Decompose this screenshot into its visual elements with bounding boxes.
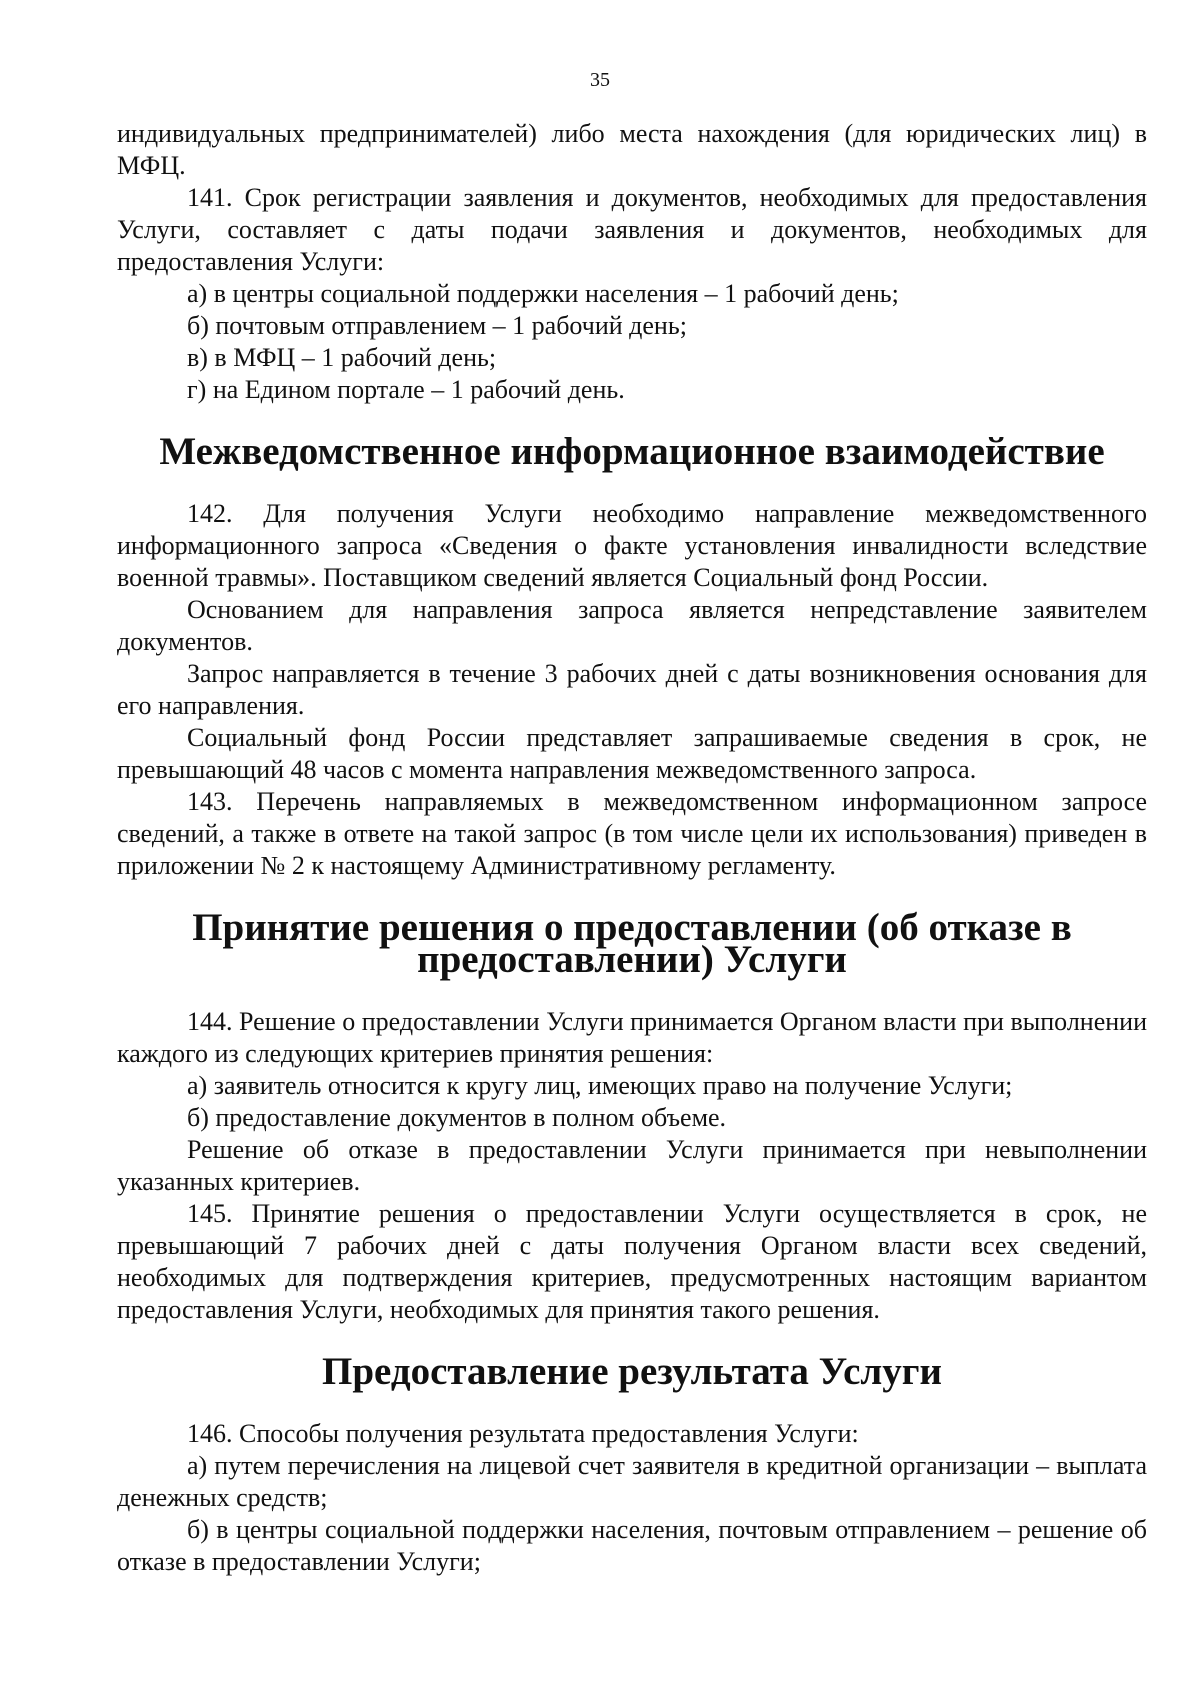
list-item: б) предоставление документов в полном объеме. xyxy=(187,1103,727,1132)
paragraph-144: 144. Решение о предоставлении Услуги принимается Органом власти при выполнении каждого из следующих критериев принятия решения: xyxy=(117,1007,1147,1068)
paragraph-142: 142. Для получения Услуги необходимо направление межведомственного информационного запроса «Сведения о факте установления инвалидности вследствие военной травмы». Поставщиком сведений является Социальный фонд России. xyxy=(117,499,1147,592)
list-item: а) в центры социальной поддержки населения – 1 рабочий день; xyxy=(187,279,899,308)
paragraph: Основанием для направления запроса является непредставление заявителем документов. xyxy=(117,595,1147,656)
paragraph: Решение об отказе в предоставлении Услуги принимается при невыполнении указанных критериев. xyxy=(117,1135,1147,1196)
paragraph: индивидуальных предпринимателей) либо места нахождения (для юридических лиц) в МФЦ. xyxy=(117,119,1147,180)
list-item: в) в МФЦ – 1 рабочий день; xyxy=(187,343,497,372)
page-number: 35 xyxy=(590,69,610,91)
list-item: а) путем перечисления на лицевой счет заявителя в кредитной организации – выплата денежных средств; xyxy=(117,1451,1147,1512)
paragraph-141: 141. Срок регистрации заявления и документов, необходимых для предоставления Услуги, составляет с даты подачи заявления и документов, необходимых для предоставления Услуги: xyxy=(117,183,1147,276)
list-item: б) в центры социальной поддержки населения, почтовым отправлением – решение об отказе в предоставлении Услуги; xyxy=(117,1515,1147,1576)
list-item: г) на Едином портале – 1 рабочий день. xyxy=(187,375,625,404)
list-item: б) почтовым отправлением – 1 рабочий день; xyxy=(187,311,687,340)
section-heading: Предоставление результата Услуги xyxy=(322,1350,942,1393)
paragraph: Социальный фонд России представляет запрашиваемые сведения в срок, не превышающий 48 часов с момента направления межведомственного запроса. xyxy=(117,723,1147,784)
list-item: а) заявитель относится к кругу лиц, имеющих право на получение Услуги; xyxy=(187,1071,1013,1100)
document-body xyxy=(117,118,1147,1578)
section-heading: Принятие решения о предоставлении (об отказе в предоставлении) Услуги xyxy=(192,906,1072,981)
paragraph-145: 145. Принятие решения о предоставлении Услуги осуществляется в срок, не превышающий 7 рабочих дней с даты получения Органом власти всех сведений, необходимых для подтверждения критериев, предусмотренных настоящим вариантом предоставления Услуги, необходимых для принятия такого решения. xyxy=(117,1199,1147,1324)
paragraph-146: 146. Способы получения результата предоставления Услуги: xyxy=(187,1419,859,1448)
section-heading: Межведомственное информационное взаимодействие xyxy=(159,430,1105,473)
paragraph: Запрос направляется в течение 3 рабочих дней с даты возникновения основания для его направления. xyxy=(117,659,1147,720)
paragraph-143: 143. Перечень направляемых в межведомственном информационном запросе сведений, а также в ответе на такой запрос (в том числе цели их использования) приведен в приложении № 2 к настоящему Административному регламенту. xyxy=(117,787,1147,880)
